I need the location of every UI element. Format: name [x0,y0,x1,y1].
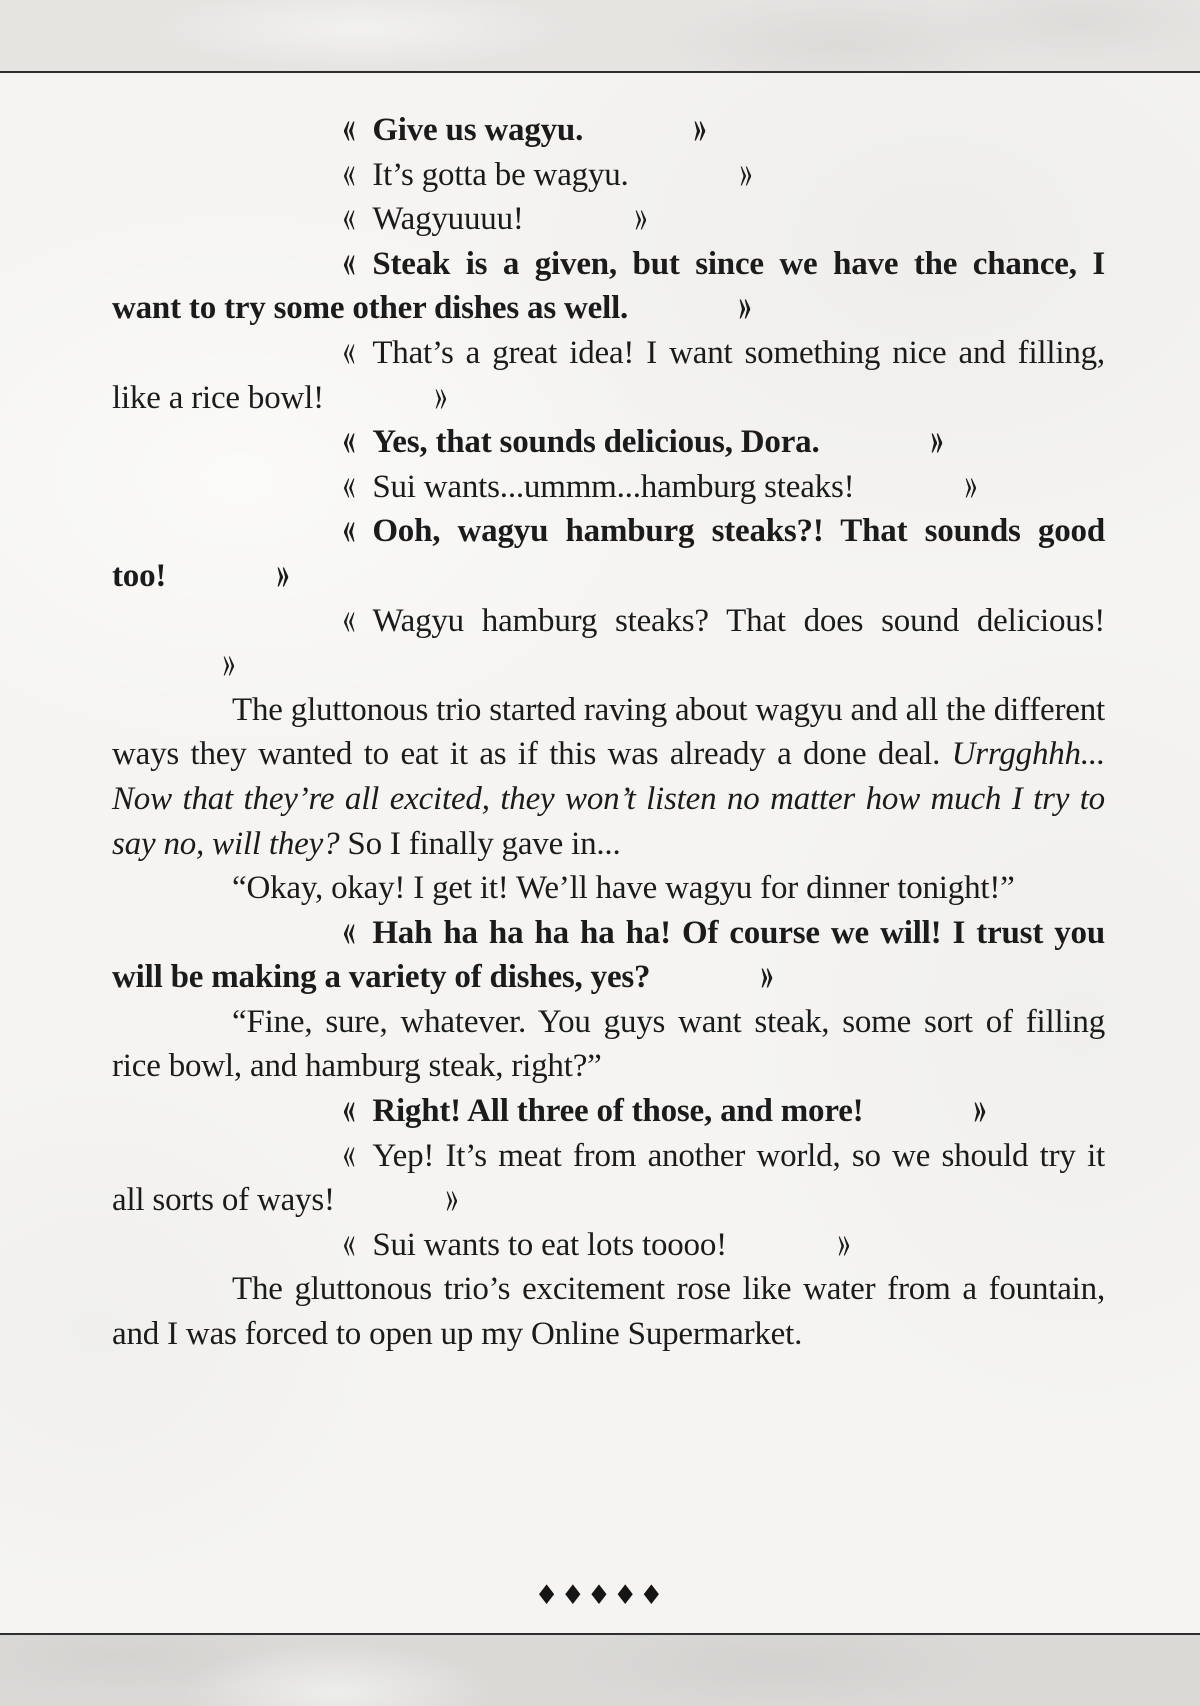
text-segment: « Hah ha ha ha ha ha! Of course we will! I trust you will be making a variety of dishes, yes? » [112,915,1105,996]
open-double-angle-bracket: « [342,590,356,645]
text-segment: Urrgghhh... Now that they’re all excited, they won’t listen no matter how much I try to say no, will they? [112,736,1105,862]
text-segment: The gluttonous trio’s excitement rose like water from a fountain, and I was forced to open up my Online Supermarket. [112,1271,1105,1353]
text-segment: « Yes, that sounds delicious, Dora. » [232,424,960,460]
open-double-angle-bracket: « [342,501,356,556]
text-segment: « Sui wants...ummm...hamburg steaks! » [232,469,995,505]
close-double-angle-bracket: » [930,411,943,467]
text-segment: « It’s gotta be wagyu. » [232,157,769,193]
text-segment: The gluttonous trio started raving about wagyu and all the different ways they wanted to eat it as if this was already a done deal. [112,691,1105,773]
open-double-angle-bracket: « [342,456,356,512]
open-double-angle-bracket: « [342,188,356,244]
page-text-block [112,73,1105,1357]
text-segment: « Sui wants to eat lots toooo! » [232,1227,867,1263]
text-segment: « That’s a great idea! I want something nice and filling, like a rice bowl! » [112,335,1105,416]
text-segment: “Okay, okay! I get it! We’ll have wagyu for dinner tonight!” [232,870,1015,907]
open-double-angle-bracket: « [342,233,356,289]
text-segment: « Yep! It’s meat from another world, so we should try it all sorts of ways! » [112,1138,1105,1219]
close-double-angle-bracket: » [445,1169,459,1225]
open-double-angle-bracket: « [342,1125,356,1181]
close-double-angle-bracket: » [222,634,236,690]
text-segment: So I finally gave in... [339,825,621,862]
text-segment: « Wagyu hamburg steaks? That does sound delicious!» [112,603,1105,684]
close-double-angle-bracket: » [634,188,647,244]
paragraph [112,902,1105,1002]
text-segment: « Steak is a given, but since we have the chance, I want to try some other dishes as well. » [112,246,1105,327]
text-segment: « Wagyuuuu! » [232,201,664,237]
close-double-angle-bracket: » [739,144,752,200]
paragraph [112,590,1105,690]
open-double-angle-bracket: « [342,322,356,378]
close-double-angle-bracket: » [964,456,978,512]
paragraph [112,688,1105,866]
close-double-angle-bracket: » [738,278,752,333]
open-double-angle-bracket: « [342,99,356,155]
top-margin-band [0,0,1200,73]
open-double-angle-bracket: « [342,902,356,958]
text-segment: “Fine, sure, whatever. You guys want steak, some sort of filling rice bowl, and hamburg steak, right?” [112,1003,1105,1085]
text-segment: « Right! All three of those, and more! » [232,1093,1004,1129]
close-double-angle-bracket: » [434,367,448,422]
close-double-angle-bracket: » [760,946,774,1002]
open-double-angle-bracket: « [342,144,356,200]
close-double-angle-bracket: » [276,545,290,601]
close-double-angle-bracket: » [974,1080,987,1136]
text-segment: « Give us wagyu. » [232,112,723,148]
paragraph [112,1214,1105,1270]
text-segment: « Ooh, wagyu hamburg steaks?! That sounds good too! » [112,513,1105,594]
open-double-angle-bracket: « [342,1080,356,1136]
bottom-margin-band [0,1633,1200,1706]
paragraph [112,1267,1105,1356]
open-double-angle-bracket: « [342,411,356,467]
open-double-angle-bracket: « [342,1214,356,1270]
section-separator-diamonds: ♦♦♦♦♦ [534,1580,666,1611]
close-double-angle-bracket: » [837,1214,851,1270]
close-double-angle-bracket: » [693,99,707,155]
